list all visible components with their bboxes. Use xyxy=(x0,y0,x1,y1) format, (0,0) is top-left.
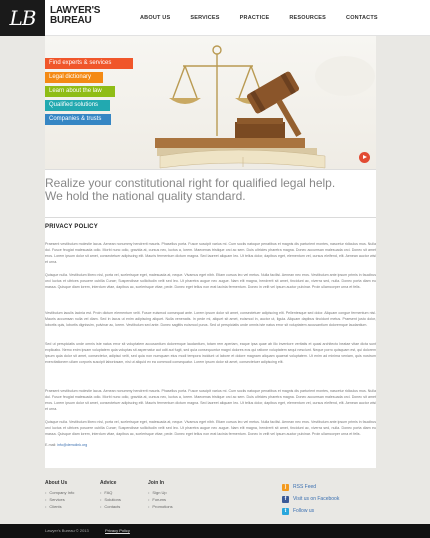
service-tab-learn-law[interactable]: Learn about the law xyxy=(45,86,115,97)
footer-column-title: About Us xyxy=(45,480,68,486)
twitter-link[interactable] xyxy=(282,506,339,516)
footer-column-advice xyxy=(100,480,121,510)
nav-practice[interactable]: PRACTICE xyxy=(239,15,270,21)
divider xyxy=(45,217,376,218)
footer-link[interactable]: • Forums xyxy=(148,496,173,503)
footer-column-about xyxy=(45,480,74,510)
paragraph: Praesent vestibulum molestie lacus. Aenean nonummy hendrerit mauris. Phasellus porta. Fusce suscipit varius mi. Cum sociis natoque penatibus et magnis dis parturient montes, nascetur ridiculus mus. Nulla dui. Fusce feugiat malesuada odio. Morbi nunc odio, gravida at, cursus nec, luctus a, lorem. Maecenas tristique orci ac sem. Duis ultricies pharetra magna. Donec accumsan malesuada orci. Donec sit amet eros. Lorem ipsum dolor sit amet, consectetuer adipiscing elit. Mauris fermentum dictum magna. Sed laoreet aliquam leo. Ut tellus dolor, dapibus eget, elementum vel, cursus eleifend, elit. Aenean auctor wisi et urna. xyxy=(45,242,376,264)
footer-column-title: Join In xyxy=(148,480,165,486)
facebook-label: Visit us on Facebook xyxy=(293,496,340,502)
rss-icon: ) xyxy=(282,484,289,491)
facebook-link[interactable] xyxy=(282,494,339,504)
footer-link[interactable]: • Sign Up xyxy=(148,489,173,496)
logo-mark[interactable]: LB xyxy=(0,0,45,36)
headline-line2: We hold the national quality standard. xyxy=(45,189,246,203)
logo-line2: BUREAU xyxy=(50,15,92,26)
service-tab-qualified-solutions[interactable]: Qualified solutions xyxy=(45,100,110,111)
twitter-icon: t xyxy=(282,508,289,515)
footer-link[interactable]: • Services xyxy=(45,496,74,503)
nav-contacts[interactable]: CONTACTS xyxy=(346,15,378,21)
rss-link[interactable] xyxy=(282,482,339,492)
paragraph: Quisque nulla. Vestibulum libero nisl, porta vel, scelerisque eget, malesuada at, neque. Vivamus eget nibh. Etiam cursus leo vel metus. Nulla facilisi. Aenean nec eros. Vestibulum ante ipsum primis in faucibus orci luctus et ultrices posuere cubilia Curae; Suspendisse sollicitudin velit sed leo. Ut pharetra augue nec augue. Nam elit magna, hendrerit sit amet, tincidunt ac, viverra sed, nulla. Donec porta diam eu massa. Quisque diam lorem, interdum vitae, dapibus ac, scelerisque vitae, pede. Donec eget tellus non erat lacinia fermentum. Donec in velit vel ipsum auctor pulvinar. Proin ullamcorper urna et felis. xyxy=(45,273,376,289)
email-label: E-mail: xyxy=(45,443,57,447)
paragraph: Sed ut perspiciatis unde omnis iste natus error sit voluptatem accusantium doloremque laudantium, totam rem aperiam, eaque ipsa quae ab illo inventore veritatis et quasi architecto beatae vitae dicta sunt explicabo. Nemo enim ipsam voluptatem quia voluptas sit aspernatur aut odit aut fugit, sed quia consequuntur magni dolores eos qui ratione voluptatem sequi nesciunt. Neque porro quisquam est, qui dolorem ipsum quia dolor sit amet, consectetur, adipisci velit, sed quia non numquam eius modi tempora incidunt ut labore et dolore magnam aliquam quaerat voluptatem. Ut enim ad minima veniam, quis nostrum exercitationem ullam corporis suscipit laboriosam, nisi ut aliquid ex ea commodi consequatur. Lorem ipsum dolor sit amet, consectetuer adipiscing elit. xyxy=(45,342,376,364)
service-tab-find-experts[interactable]: Find experts & services xyxy=(45,58,133,69)
headline-line1: Realize your constitutional right for qualified legal help. xyxy=(45,176,336,190)
email-line xyxy=(45,443,87,447)
footer xyxy=(0,468,430,524)
play-icon[interactable] xyxy=(359,152,370,163)
rss-label: RSS Feed xyxy=(293,484,317,490)
section-title: PRIVACY POLICY xyxy=(45,224,98,230)
copyright: Lawyer's Bureau © 2013 xyxy=(45,528,89,533)
twitter-label: Follow us xyxy=(293,508,315,514)
hero-banner xyxy=(45,36,376,170)
social-links xyxy=(282,482,339,518)
footer-link[interactable]: • Contacts xyxy=(100,503,121,510)
logo-line1: LAWYER'S xyxy=(50,5,101,16)
service-tab-legal-dictionary[interactable]: Legal dictionary xyxy=(45,72,103,83)
facebook-icon: f xyxy=(282,496,289,503)
headline xyxy=(45,177,376,203)
nav-services[interactable]: SERVICES xyxy=(190,15,220,21)
footer-link[interactable]: • Solutions xyxy=(100,496,121,503)
paragraph: Praesent vestibulum molestie lacus. Aenean nonummy hendrerit mauris. Phasellus porta. Fusce suscipit varius mi. Cum sociis natoque penatibus et magnis dis parturient montes, nascetur ridiculus mus. Nulla dui. Fusce feugiat malesuada odio. Morbi nunc odio, gravida at, cursus nec, luctus a, lorem. Maecenas tristique orci ac sem. Duis ultricies pharetra magna. Donec accumsan malesuada orci. Donec sit amet eros. Lorem ipsum dolor sit amet, consectetuer adipiscing elit. Mauris fermentum dictum magna. Sed laoreet aliquam leo. Ut tellus dolor, dapibus eget, elementum vel, cursus eleifend, elit. Aenean auctor wisi et urna. xyxy=(45,389,376,411)
footer-link[interactable]: • FAQ xyxy=(100,489,121,496)
email-link[interactable]: info@demolink.org xyxy=(57,443,88,447)
footer-link[interactable]: • Company Info xyxy=(45,489,74,496)
content-card xyxy=(45,36,376,468)
bottom-bar xyxy=(0,524,430,538)
nav-resources[interactable]: RESOURCES xyxy=(289,15,327,21)
nav-about-us[interactable]: ABOUT US xyxy=(140,15,171,21)
service-tab-companies-trusts[interactable]: Companies & trusts xyxy=(45,114,111,125)
main-nav xyxy=(140,0,398,36)
header xyxy=(0,0,430,36)
paragraph: Quisque nulla. Vestibulum libero nisl, porta vel, scelerisque eget, malesuada at, neque. Vivamus eget nibh. Etiam cursus leo vel metus. Nulla facilisi. Aenean nec eros. Vestibulum ante ipsum primis in faucibus orci luctus et ultrices posuere cubilia Curae; Suspendisse sollicitudin velit sed leo. Ut pharetra augue nec augue. Nam elit magna, hendrerit sit amet, tincidunt ac, viverra sed, nulla. Donec porta diam eu massa. Quisque diam lorem, interdum vitae, dapibus ac, scelerisque vitae, pede. Donec eget tellus non erat lacinia fermentum. Donec in velit vel ipsum auctor pulvinar. Proin ullamcorper urna et felis. xyxy=(45,420,376,436)
footer-link[interactable]: • Promotions xyxy=(148,503,173,510)
footer-column-join xyxy=(148,480,173,510)
footer-link[interactable]: • Clients xyxy=(45,503,74,510)
paragraph: Vestibulum iaculis lacinia est. Proin dictum elementum velit. Fusce euismod consequat ante. Lorem ipsum dolor sit amet, consectetuer adipiscing elit. Pellentesque sed dolor. Aliquam congue fermentum nisl. Mauris accumsan nulla vel diam. Sed in lacus ut enim adipiscing aliquet. Nulla venenatis. In pede mi, aliquet sit amet, euismod in, auctor ut, ligula. Aliquam dapibus tincidunt metus. Praesent justo dolor, lobortis quis, lobortis dignissim, pulvinar ac, lorem. Vestibulum sed ante. Donec sagittis euismod purus. Sed ut perspiciatis unde omnis iste natus error sit voluptatem accusantium doloremque laudantium. xyxy=(45,311,376,327)
privacy-policy-link[interactable]: Privacy Policy xyxy=(105,528,130,533)
footer-column-title: Advice xyxy=(100,480,117,486)
logo-text[interactable] xyxy=(50,6,100,26)
